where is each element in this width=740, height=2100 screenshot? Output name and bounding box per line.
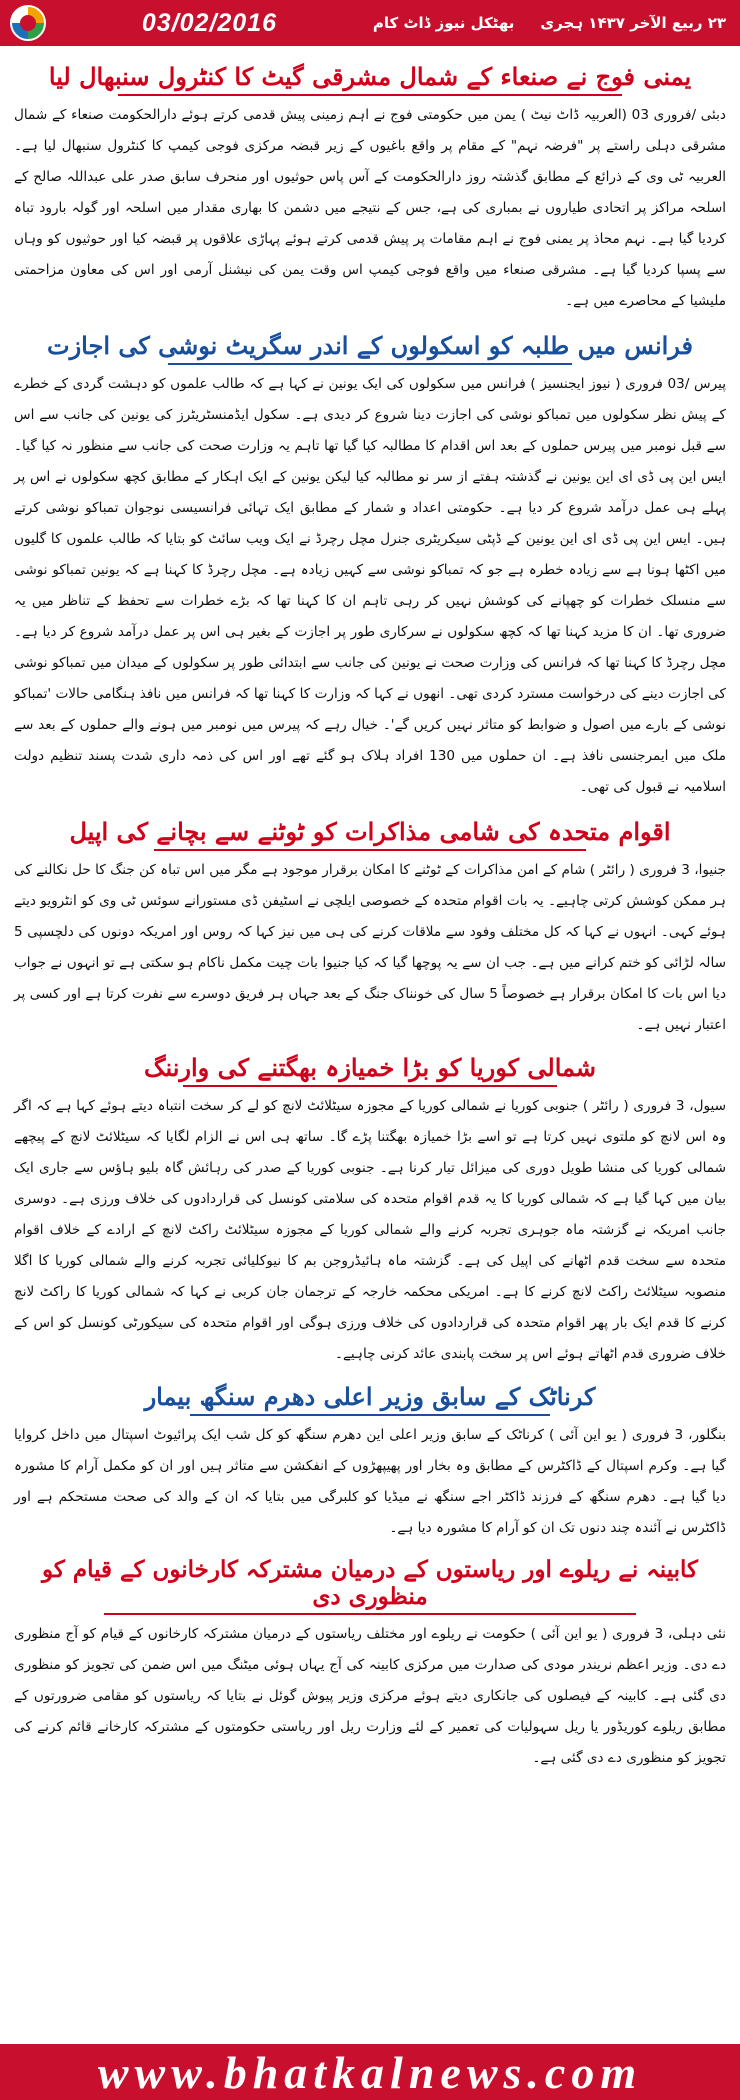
hijri-date: ۲۳ ربیع الآخر ۱۴۳۷ ہجری	[540, 14, 726, 32]
logo[interactable]	[10, 5, 46, 41]
article-headline[interactable]: کرناٹک کے سابق وزیر اعلی دھرم سنگھ بیمار	[144, 1382, 596, 1411]
article-body: دبئی /فروری 03 (العربیہ ڈاٹ نیٹ ) یمن میں حکومتی فوج نے اہم زمینی پیش قدمی کرتے ہوئے دارالحکومت صنعاء کے شمال مشرقی دہلی راستے پر "فرضہ نہم" کے مقام پر واقع باغیوں کے زیر قبضہ مرکزی فوجی کیمپ کا کنٹرول سنبھال لیا ہے۔العربیہ ٹی وی کے ذرائع کے مطابق گذشتہ روز دارالحکومت کے آس پاس حوثیوں اور منحرف سابق صدر علی عبداللہ صالح کے اسلحہ مراکز پر اتحادی طیاروں نے بمباری کی ہے، جس کے نتیجے میں دشمن کا بھاری مقدار میں اسلحہ اور گولہ بارود تباہ کردیا گیا ہے۔ نہم محاذ پر یمنی فوج نے اہم مقامات پر پیش قدمی کرتے ہوئے پہاڑی علاقوں پر قبضہ کیا اور حوثیوں کو وہاں سے پسپا کردیا گیا ہے۔ مشرقی صنعاء میں واقع فوجی کیمپ اس وقت یمن کی نیشنل آرمی اور اس کی معاون مزاحمتی ملیشیا کے محاصرے میں ہے۔	[14, 107, 726, 309]
article-body: بنگلور، 3 فروری ( یو این آئی ) کرناٹک کے سابق وزیر اعلی این دھرم سنگھ کو کل شب ایک پرائیوٹ اسپتال میں داخل کروایا گیا ہے۔ وکرم اسپتال کے ڈاکٹرس کے مطابق وہ بخار اور پھیپھڑوں کے انفکشن سے متاثر ہیں اور ان کو مکمل آرام کا مشورہ دیا گیا ہے۔ دھرم سنگھ کے فرزند ڈاکٹر اجے سنگھ نے میڈیا کو کلبرگی میں بتایا کہ ان کے والد کی صحت مستحکم ہے اور ڈاکٹرس نے آئندہ چند دنوں تک ان کو آرام کا مشورہ دیا ہے۔	[14, 1427, 726, 1536]
site-name[interactable]: بھٹکل نیوز ڈاٹ کام	[372, 14, 515, 32]
article-yemen	[10, 62, 730, 317]
article-headline[interactable]: فرانس میں طلبہ کو اسکولوں کے اندر سگریٹ نوشی کی اجازت	[46, 331, 694, 360]
bhatkal-news-logo-icon	[10, 5, 46, 41]
article-headline[interactable]: کابینہ نے ریلوے اور ریاستوں کے درمیان مشترکہ کارخانوں کے قیام کو منظوری دی	[42, 1556, 698, 1610]
headline-underline	[190, 1414, 550, 1416]
article-headline[interactable]: شمالی کوریا کو بڑا خمیازہ بھگتنے کی وارننگ	[143, 1053, 597, 1082]
footer-bar	[0, 2044, 740, 2100]
issue-date: 03/02/2016	[141, 8, 278, 37]
headline-underline	[168, 363, 571, 365]
headline-underline	[183, 1085, 557, 1087]
article-body: نئی دہلی، 3 فروری ( یو این آئی ) حکومت نے ریلوے اور مختلف ریاستوں کے درمیان مشترکہ کارخانوں کے قیام کو آج منظوری دے دی۔ وزیر اعظم نریندر مودی کی صدارت میں مرکزی کابینہ کی آج یہاں ہوئی میٹنگ میں اس ضمن کی تجویز کو منظوری دی گئی ہے۔ کابینہ کے فیصلوں کی جانکاری دیتے ہوئے مرکزی وزیر پیوش گوئل نے بتایا کہ ریاستوں کو مقامی ضرورتوں کے مطابق ریلوے کوریڈور یا ریل سہولیات کی تعمیر کے لئے وزارت ریل اور ریاستی حکومتوں کے مشترکہ کارخانے قائم کرنے کی تجویز کو منظوری دے دی گئی ہے۔	[14, 1626, 726, 1766]
article-body: جنیوا، 3 فروری ( رائٹر ) شام کے امن مذاکرات کے ٹوٹنے کا امکان برقرار موجود ہے مگر میں اس تباہ کن جنگ کا حل نکالنے کی ہر ممکن کوشش کرتی چاہیے۔ یہ بات اقوام متحدہ کے خصوصی ایلچی نے اسٹیفن ڈی مستورانے سوئس ٹی وی کو انٹرویو دیتے ہوئے کہی۔ انہوں نے کہا کہ کل مختلف وفود سے ملاقات کرنے کی ہی میں نیز کہا کہ روس اور امریکہ دونوں کی دلچسپی 5 سالہ لڑائی کو ختم کرانے میں ہے۔ جب ان سے یہ پوچھا گیا کہ کیا جنیوا بات چیت مکمل ناکام ہو سکتی ہے تو انہوں نے جواب دیا اس بات کا امکان برقرار ہے خصوصاً 5 سال کی خونناک جنگ کے بعد جہاں ہر فریق دوسرے سے نفرت کرتا ہے اور کسی پر اعتبار نہیں ہے۔	[14, 862, 726, 1033]
article-headline[interactable]: اقوام متحدہ کی شامی مذاکرات کو ٹوٹنے سے بچانے کی اپیل	[69, 817, 671, 846]
article-body: سیول، 3 فروری ( رائٹر ) جنوبی کوریا نے شمالی کوریا کے مجوزہ سیٹلائٹ لانچ کو لے کر سخت انتباہ دیتے ہوئے کہا ہے کہ اگر وہ اس لانچ کو ملتوی نہیں کرتا ہے تو اسے بڑا خمیازہ بھگتنا پڑے گا۔ ساتھ ہی اس نے الزام لگایا کہ سیٹلائٹ لانچ کے پیچھے شمالی کوریا کی منشا طویل دوری کی میزائل تیار کرنا ہے۔ جنوبی کوریا کے صدر کی رہائش گاہ بلیو ہاؤس سے جاری ایک بیان میں کہا گیا ہے کہ شمالی کوریا کا یہ قدم اقوام متحدہ کی سلامتی کونسل کی قراردادوں کی خلاف ورزی ہے۔ دوسری جانب امریکہ نے گزشتہ ماہ جوہری تجربہ کرنے والے شمالی کوریا کے مجوزہ سیٹلائٹ راکٹ لانچ کے ارادے کے خلاف اقوام متحدہ سے سخت قدم اٹھانے کی اپیل کی ہے۔ گزشتہ ماہ ہائیڈروجن بم کا نیوکلیائی تجربہ کرنے والے شمالی کوریا کا اگلا منصوبہ سیٹلائٹ راکٹ لانچ کرنے کا ہے۔ امریکی محکمہ خارجہ کے ترجمان جان کربی نے کہا کہ شمالی کوریا کا راکٹ لانچ کرنے کا قدم ایک بار پھر اقوام متحدہ کی قراردادوں کی خلاف ورزی ہوگی اور اقوام متحدہ کی سیکورٹی کونسل کو اس کے خلاف ضروری قدم اٹھاتے ہوئے اس پر سخت پابندی عائد کرنی چاہیے۔	[14, 1098, 726, 1362]
headline-underline	[104, 1613, 637, 1615]
article-headline[interactable]: یمنی فوج نے صنعاء کے شمال مشرقی گیٹ کا کنٹرول سنبھال لیا	[48, 62, 692, 91]
article-karnataka	[10, 1382, 730, 1544]
headline-underline	[154, 849, 586, 851]
masthead	[0, 0, 740, 46]
headline-underline	[118, 94, 622, 96]
article-north-korea	[10, 1053, 730, 1370]
footer-website-link[interactable]: www.bhatkalnews.com	[97, 2046, 643, 2098]
article-un-syria	[10, 817, 730, 1041]
article-france-schools	[10, 331, 730, 803]
article-body: پیرس /03 فروری ( نیوز ایجنسیز ) فرانس میں سکولوں کی ایک یونین نے کہا ہے کہ طالب علموں کو دہشت گردی کے خطرے کے پیش نظر سکولوں میں تمباکو نوشی کی اجازت دینا شروع کر دیدی ہے۔ سکول ایڈمنسٹریٹرز کی یونین کی جانب سے اس سے قبل نومبر میں پیرس حملوں کے بعد اس اقدام کا مطالبہ کیا گیا تھا تاہم یہ وزارت صحت کی جانب سے منظور نہ کیا گیا۔ ایس این پی ڈی ای این یونین نے گذشتہ ہفتے از سر نو مطالبہ کیا لیکن یونین کے ایک اہکار کے مطابق کچھ سکولوں نے اس پر پہلے ہی عمل درآمد شروع کر دیا ہے۔ حکومتی اعداد و شمار کے مطابق ایک تہائی فرانسیسی نوجوان تمباکو نوشی کرتے ہیں۔ ایس این پی ڈی ای این یونین کے ڈپٹی سیکریٹری جنرل مچل رچرڈ نے ایک ویب سائٹ کو بتایا کہ طالب علموں کا گلیوں میں اکٹھا ہونا ہے سے زیادہ خطرہ ہے جو کہ تمباکو نوشی سے کہیں زیادہ ہے۔ مچل رچرڈ کا کہنا ہے کہ یونین تمباکو نوشی سے منسلک خطرات کو چھپانے کی کوشش نہیں کر رہی تاہم ان کا کہنا تھا کہ بڑے خطرات سے تحفظ کے تناظر میں یہ ضروری تھا۔ ان کا مزید کہنا تھا کہ کچھ سکولوں نے سرکاری طور پر اجازت کے بغیر ہی اس پر عمل درآمد شروع کر دیا ہے۔ مچل رچرڈ کا کہنا تھا کہ فرانس کی وزارت صحت نے یونین کی جانب سے ابتدائی طور پر سکولوں کے میدان میں تمباکو نوشی کی اجازت دینے کی درخواست مسترد کردی تھی۔ انھوں نے کہا کہ وزارت کا کہنا تھا کہ فرانس میں نافذ ہنگامی حالات 'تمباکو نوشی کے بارے میں اصول و ضوابط کو متاثر نہیں کریں گے'۔ خیال رہے کہ پیرس میں نومبر میں ہونے والے حملوں کے بعد سے ملک میں ایمرجنسی نافذ ہے۔ ان حملوں میں 130 افراد ہلاک ہو گئے تھے اور اس کی ذمہ داری شدت پسند تنظیم دولت اسلامیہ نے قبول کی تھی۔	[14, 376, 727, 795]
masthead-right	[373, 14, 726, 32]
article-cabinet-railway	[10, 1556, 730, 1774]
